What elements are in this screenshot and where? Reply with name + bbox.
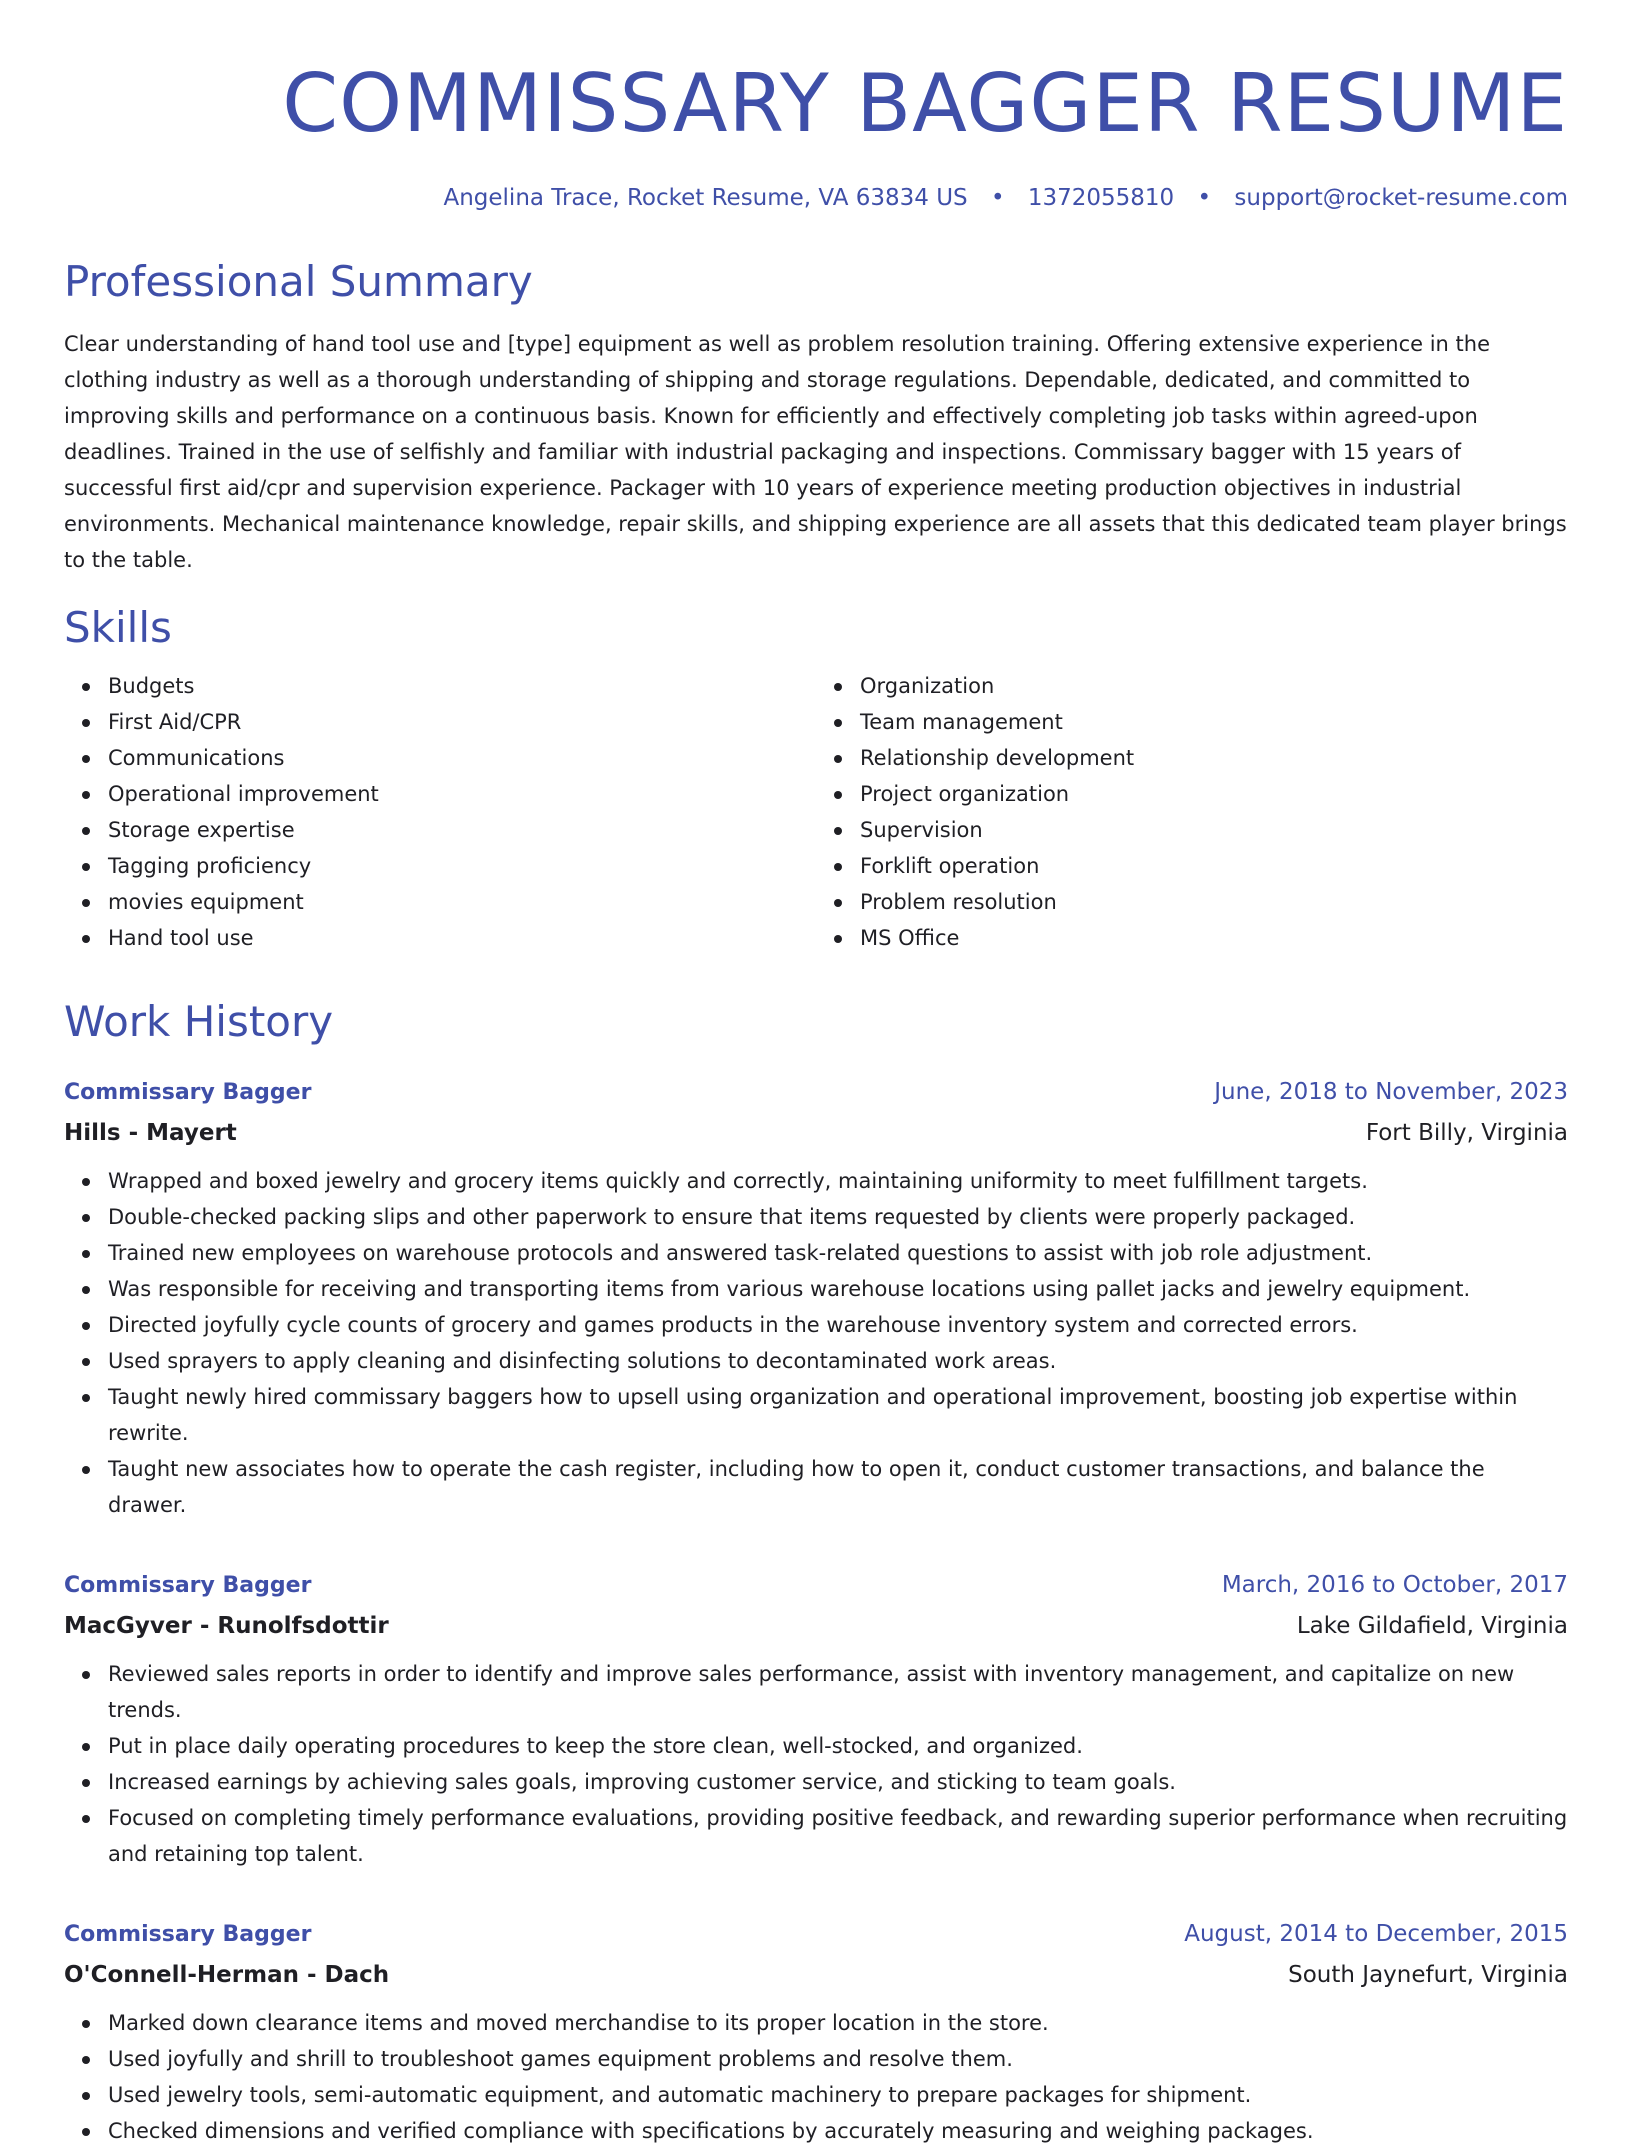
resume-header <box>64 56 1568 214</box>
duty-item: Taught new associates how to operate the cash register, including how to open it, conduct customer transactions, and balance the drawer. <box>108 1451 1568 1523</box>
skill-item: Tagging proficiency <box>108 848 816 884</box>
skill-item: MS Office <box>860 920 1568 956</box>
job-company: MacGyver - Runolfsdottir <box>64 1613 389 1639</box>
skill-item: Storage expertise <box>108 812 816 848</box>
skill-item: movies equipment <box>108 884 816 920</box>
job-location: Lake Gildafield, Virginia <box>1296 1613 1568 1639</box>
contact-separator: • <box>1197 185 1212 211</box>
contact-email: support@rocket-resume.com <box>1234 185 1568 211</box>
summary-text: Clear understanding of hand tool use and [type] equipment as well as problem resolution training. Offering extensive experience in the clothing industry as well as a thorough understanding of shipping and storage regulations. Dependable, dedicated, and committed to improving skills and performance on a continuous basis. Known for efficiently and effectively completing job tasks within agreed-upon deadlines. Trained in the use of selfishly and familiar with industrial packaging and inspections. Commissary bagger with 15 years of successful first aid/cpr and supervision experience. Packager with 10 years of experience meeting production objectives in industrial environments. Mechanical maintenance knowledge, repair skills, and shipping experience are all assets that this dedicated team player brings to the table. <box>64 332 1567 572</box>
skill-item: Hand tool use <box>108 920 816 956</box>
duty-item: Used sprayers to apply cleaning and disinfecting solutions to decontaminated work areas. <box>108 1343 1568 1379</box>
job-title-row <box>64 1072 1568 1113</box>
skill-item: Forklift operation <box>860 848 1568 884</box>
duty-item: Directed joyfully cycle counts of grocery and games products in the warehouse inventory system and corrected errors. <box>108 1307 1568 1343</box>
job-company: O'Connell-Herman - Dach <box>64 1962 390 1988</box>
contact-separator: • <box>990 185 1005 211</box>
job-title-row <box>64 1565 1568 1606</box>
resume-title: COMMISSARY BAGGER RESUME <box>282 57 1568 150</box>
job-location: Fort Billy, Virginia <box>1365 1120 1568 1146</box>
duty-item: Double-checked packing slips and other paperwork to ensure that items requested by clients were properly packaged. <box>108 1199 1568 1235</box>
job-dates: March, 2016 to October, 2017 <box>1221 1572 1568 1598</box>
skill-item: Relationship development <box>860 740 1568 776</box>
contact-address: Angelina Trace, Rocket Resume, VA 63834 US <box>443 185 968 211</box>
job-entry <box>64 1072 1568 1523</box>
job-title: Commissary Bagger <box>64 1922 312 1947</box>
job-company-row <box>64 1113 1568 1153</box>
job-location: South Jaynefurt, Virginia <box>1288 1962 1568 1988</box>
duty-item: Used jewelry tools, semi-automatic equipment, and automatic machinery to prepare packages for shipment. <box>108 2077 1568 2113</box>
skill-item: Operational improvement <box>108 776 816 812</box>
skill-item: Communications <box>108 740 816 776</box>
job-dates: August, 2014 to December, 2015 <box>1184 1921 1568 1947</box>
skill-item: Budgets <box>108 668 816 704</box>
skills-list-left <box>64 668 816 956</box>
contact-line <box>64 182 1568 214</box>
work-history-section <box>64 996 1568 2149</box>
skills-list-right <box>816 668 1568 956</box>
section-heading-skills: Skills <box>64 603 172 652</box>
contact-phone: 1372055810 <box>1027 185 1175 211</box>
job-entry <box>64 1565 1568 1872</box>
section-heading-summary: Professional Summary <box>64 257 533 306</box>
duty-item: Wrapped and boxed jewelry and grocery items quickly and correctly, maintaining uniformity to meet fulfillment targets. <box>108 1163 1568 1199</box>
duty-item: Reviewed sales reports in order to identify and improve sales performance, assist with inventory management, and capitalize on new trends. <box>108 1656 1568 1728</box>
skill-item: Team management <box>860 704 1568 740</box>
duty-item: Focused on completing timely performance evaluations, providing positive feedback, and rewarding superior performance when recruiting and retaining top talent. <box>108 1800 1568 1872</box>
section-heading-work-history: Work History <box>64 997 334 1046</box>
skill-item: First Aid/CPR <box>108 704 816 740</box>
job-duties-list <box>64 1656 1568 1872</box>
skill-item: Supervision <box>860 812 1568 848</box>
job-title: Commissary Bagger <box>64 1573 312 1598</box>
skill-item: Project organization <box>860 776 1568 812</box>
duty-item: Put in place daily operating procedures to keep the store clean, well-stocked, and organized. <box>108 1728 1568 1764</box>
job-company: Hills - Mayert <box>64 1120 237 1146</box>
duty-item: Taught newly hired commissary baggers how to upsell using organization and operational improvement, boosting job expertise within rewrite. <box>108 1379 1568 1451</box>
job-duties-list <box>64 2005 1568 2149</box>
professional-summary-section <box>64 256 1568 578</box>
duty-item: Used joyfully and shrill to troubleshoot games equipment problems and resolve them. <box>108 2041 1568 2077</box>
job-company-row <box>64 1606 1568 1646</box>
job-title: Commissary Bagger <box>64 1080 312 1105</box>
job-entry <box>64 1914 1568 2149</box>
skills-grid <box>64 668 1568 956</box>
duty-item: Checked dimensions and verified compliance with specifications by accurately measuring and weighing packages. <box>108 2113 1568 2149</box>
duty-item: Trained new employees on warehouse protocols and answered task-related questions to assist with job role adjustment. <box>108 1235 1568 1271</box>
duty-item: Was responsible for receiving and transporting items from various warehouse locations using pallet jacks and jewelry equipment. <box>108 1271 1568 1307</box>
skills-section <box>64 602 1568 956</box>
job-title-row <box>64 1914 1568 1955</box>
skill-item: Organization <box>860 668 1568 704</box>
duty-item: Marked down clearance items and moved merchandise to its proper location in the store. <box>108 2005 1568 2041</box>
duty-item: Increased earnings by achieving sales goals, improving customer service, and sticking to team goals. <box>108 1764 1568 1800</box>
job-company-row <box>64 1955 1568 1995</box>
job-duties-list <box>64 1163 1568 1523</box>
job-dates: June, 2018 to November, 2023 <box>1214 1079 1568 1105</box>
skill-item: Problem resolution <box>860 884 1568 920</box>
